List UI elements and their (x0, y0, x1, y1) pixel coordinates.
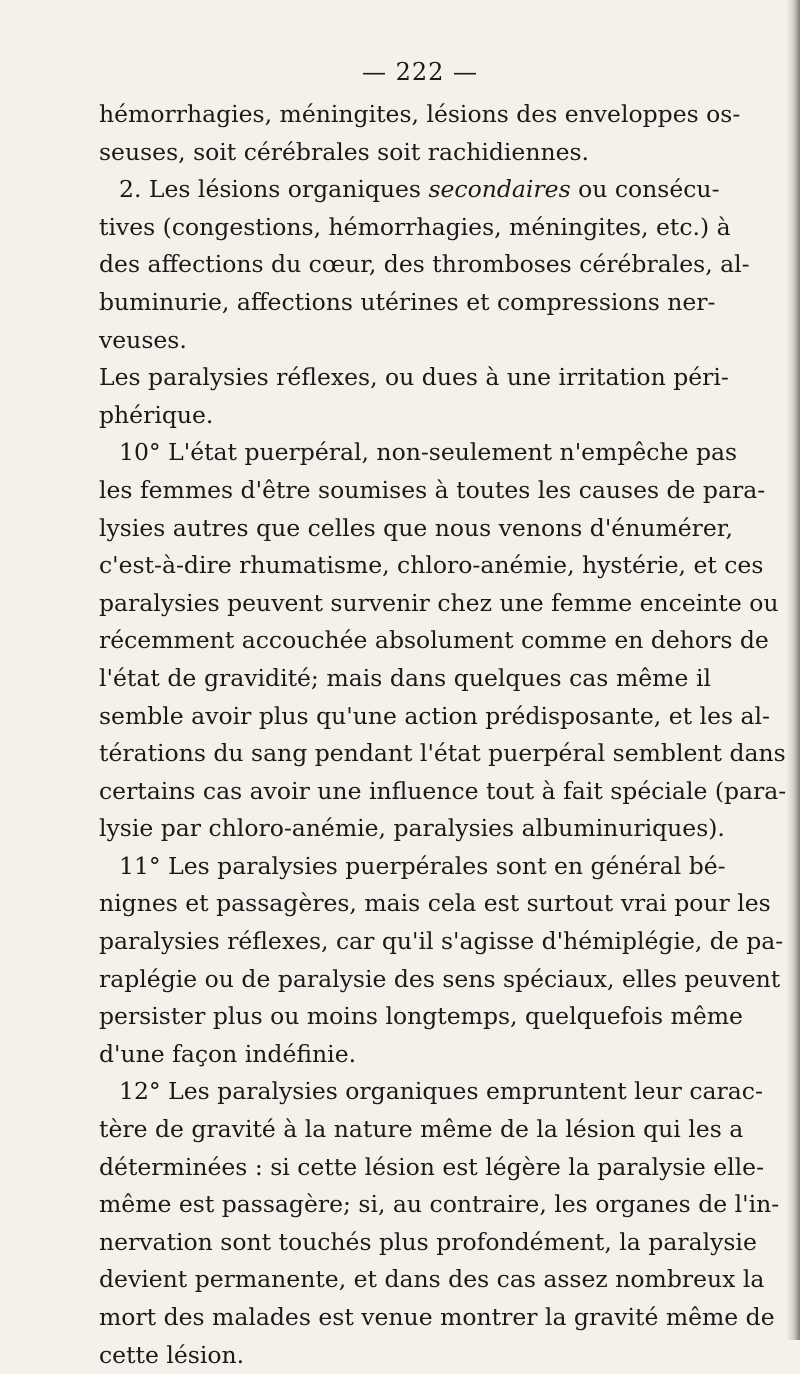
text-line: déterminées : si cette lésion est légère la paralysie elle- (99, 1152, 765, 1181)
text-line: l'état de gravidité; mais dans quelques cas même il (99, 663, 711, 692)
text-line: d'une façon indéfinie. (99, 1039, 357, 1068)
text-line (99, 171, 720, 209)
text-line: tives (congestions, hémorrhagies, méningites, etc.) à (99, 212, 731, 241)
text-line: nignes et passagères, mais cela est surtout vrai pour les (99, 889, 771, 918)
text-line: tère de gravité à la nature même de la lésion qui les a (99, 1115, 744, 1144)
text-line: des affections du cœur, des thromboses cérébrales, al- (99, 250, 750, 279)
text-line: cette lésion. (99, 1340, 245, 1369)
page-number: — 222 — (361, 58, 479, 86)
text-line: veuses. (99, 325, 187, 354)
text-line: buminurie, affections utérines et compressions ner- (99, 287, 716, 316)
text-line: térations du sang pendant l'état puerpéral semblent dans (99, 739, 786, 768)
text-line: devient permanente, et dans des cas assez nombreux la (99, 1265, 765, 1294)
text-segment: ou consécu- (570, 175, 720, 204)
text-line: mort des malades est venue montrer la gravité même de (99, 1303, 775, 1331)
text-line: 12° Les paralysies organiques empruntent leur carac- (119, 1077, 763, 1106)
text-line: lysie par chloro-anémie, paralysies albuminuriques). (99, 814, 725, 843)
text-line: c'est-à-dire rhumatisme, chloro-anémie, hystérie, et ces (99, 551, 764, 580)
text-line: Les paralysies réflexes, ou dues à une irritation péri- (99, 363, 729, 392)
text-line: nervation sont touchés plus profondément, la paralysie (99, 1227, 757, 1256)
text-line: les femmes d'être soumises à toutes les causes de para- (99, 475, 766, 504)
text-line: lysies autres que celles que nous venons d'énumérer, (99, 513, 733, 542)
body-text (99, 96, 787, 1374)
text-line: 10° L'état puerpéral, non-seulement n'empêche pas (119, 438, 738, 467)
text-segment: 2. Les lésions organiques (119, 175, 429, 204)
text-line: paralysies peuvent survenir chez une femme enceinte ou (99, 588, 779, 617)
text-line: hémorrhagies, méningites, lésions des enveloppes os- (99, 100, 741, 128)
italic-term: secondaires (428, 175, 571, 204)
text-line: raplégie ou de paralysie des sens spéciaux, elles peuvent (99, 964, 781, 993)
text-line: certains cas avoir une influence tout à fait spéciale (para- (99, 776, 787, 805)
text-line: 11° Les paralysies puerpérales sont en général bé- (119, 851, 726, 880)
text-line: seuses, soit cérébrales soit rachidiennes. (99, 137, 590, 166)
text-line: même est passagère; si, au contraire, les organes de l'in- (99, 1190, 780, 1219)
text-line: récemment accouchée absolument comme en dehors de (99, 626, 769, 655)
text-line: paralysies réflexes, car qu'il s'agisse d'hémiplégie, de pa- (99, 927, 784, 956)
text-line: persister plus ou moins longtemps, quelquefois même (99, 1002, 743, 1031)
text-line: semble avoir plus qu'une action prédisposante, et les al- (99, 701, 770, 730)
page-edge-shadow (786, 0, 800, 1340)
text-line: phérique. (99, 400, 214, 429)
